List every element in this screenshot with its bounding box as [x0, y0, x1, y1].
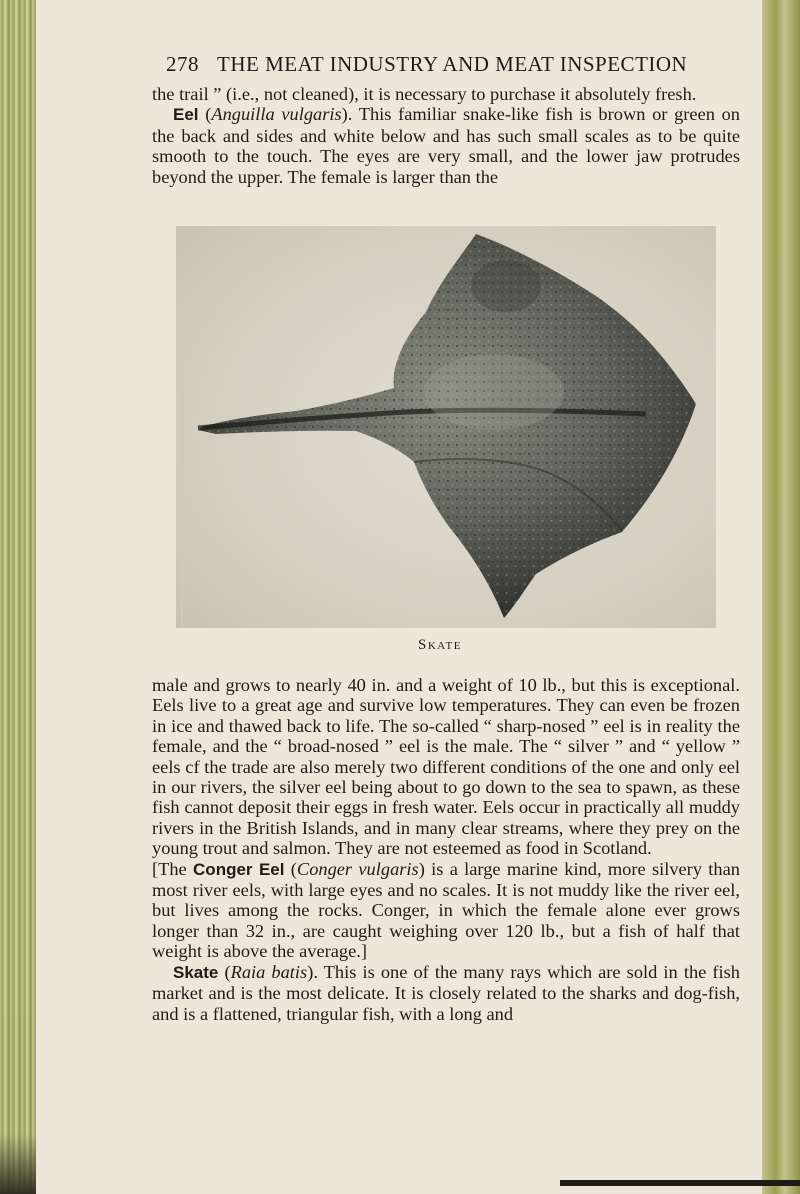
bracket-open: [The — [152, 858, 194, 879]
paragraph-fresh — [152, 84, 740, 104]
skate-photo — [176, 226, 716, 628]
paragraph-skate: Skate (Raia batis). This is one of the many rays which are sold in the fish market and is the most delicate. It is closely related to the sharks and dog-fish, and is a flattened, triangular fish, with a long and — [152, 961, 740, 1024]
text-block-top — [152, 84, 740, 187]
skate-figure — [176, 226, 716, 628]
latin-name-skate: Raia batis — [230, 961, 308, 982]
running-header — [166, 52, 726, 77]
paragraph-eel-continued — [152, 675, 740, 859]
latin-name-eel: Anguilla vulgaris — [211, 104, 342, 125]
term-skate: Skate — [173, 962, 219, 982]
eel-description: . This familiar snake-like fish is brown or green on the back and sides and white below and has such small scales as to be quite smooth to the touch. The eyes are very small, and the lower jaw protrudes beyond the upper. The female is larger than the — [152, 104, 740, 187]
skate-description: . This is one of the many rays which are sold in the fish market and is the most delicate. It is closely related to the sharks and dog-fish, and is a flattened, triangular fish, with a long and — [152, 961, 740, 1024]
term-conger-eel: Conger Eel — [193, 859, 285, 879]
paragraph-conger: [The Conger Eel (Conger vulgaris) is a large marine kind, more silvery than most river eels, with large eyes and no scales. It is not muddy like the river eel, but lives among the rocks. Conger, in which the female alone ever grows longer than 32 in., are caught weighing over 120 lb., but a fish of half that weight is above the average.] — [152, 858, 740, 962]
paragraph-eel: Eel (Anguilla vulgaris). This familiar snake-like fish is brown or green on the back and sides and white below and has such small scales as to be quite smooth to the touch. The eyes are very small, and the lower jaw protrudes beyond the upper. The female is larger than the — [152, 104, 740, 187]
paragraph-text: male and grows to nearly 40 in. and a weight of 10 lb., but this is exceptional. Eels live to a great age and survive low temperatures. They can even be frozen in ice and thawed back to life. The so-called “ sharp-nosed ” eel is in reality the female, and the “ broad-nosed ” eel is the male. The “ silver ” and “ yellow ” eels cf the trade are also merely two different conditions of the one and only eel in our rivers, the silver eel being about to go down to the sea to spawn, as these fish cannot deposit their eggs in fresh water. Eels occur in practically all muddy rivers in the British Islands, and in many clear streams, where they prey on the young trout and salmon. They are not esteemed as food in Scotland. — [152, 675, 740, 859]
conger-description: is a large marine kind, more silvery than most river eels, with large eyes and no scales. It is not muddy like the river eel, but lives among the rocks. Conger, in which the female alone ever grows longer than 32 in., are caught weighing over 120 lb., but a fish of half that weight is above the average.] — [152, 858, 740, 962]
page-number: 278 — [166, 52, 199, 76]
latin-name-conger: Conger vulgaris — [296, 858, 419, 879]
paragraph-text: the trail ” (i.e., not cleaned), it is necessary to purchase it absolutely fresh. — [152, 84, 697, 104]
running-title: THE MEAT INDUSTRY AND MEAT INSPECTION — [217, 52, 688, 76]
figure-caption: Skate — [418, 637, 462, 653]
bottom-rule — [560, 1180, 800, 1186]
term-eel: Eel — [173, 105, 199, 125]
text-block-bottom — [152, 675, 740, 1024]
page-stack-edge — [762, 0, 800, 1194]
book-binding-edge — [0, 0, 36, 1194]
